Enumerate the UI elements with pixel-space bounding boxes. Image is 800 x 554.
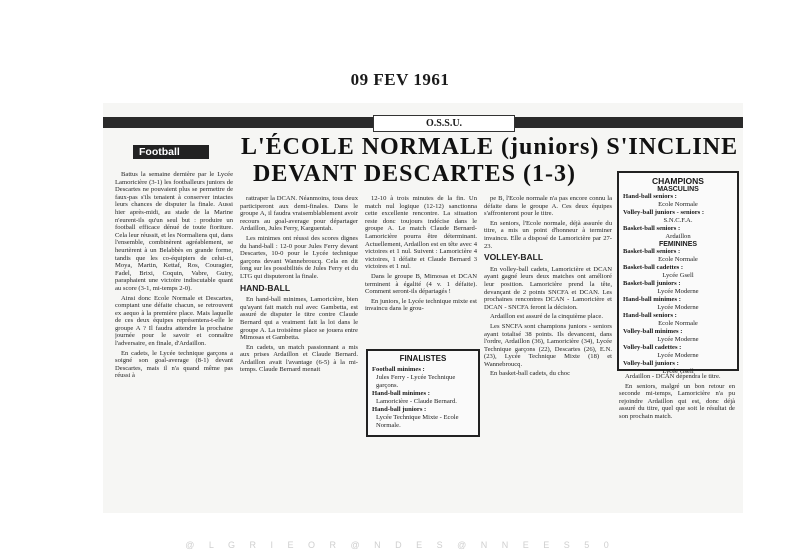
article-column-3 — [365, 195, 477, 345]
article-column-5 — [619, 373, 735, 453]
box-line: Volley-ball juniors : — [623, 360, 679, 367]
box-line: Basket-ball seniors : — [623, 225, 681, 232]
article-column-2 — [240, 195, 358, 513]
box-line: Hand-ball seniors : — [623, 312, 677, 319]
paragraph: Dans le groupe B, Mimosas et DCAN terminent à égalité (4 v. 1 défaite). Comment seront-ils départagés ! — [365, 272, 477, 296]
paragraph: Ardaillon est assuré de la cinquième place. — [490, 313, 603, 321]
box-line: Volley-ball juniors - seniors : — [623, 209, 705, 216]
box-line: Volley-ball cadettes : — [623, 344, 682, 351]
box-line: Lycée Moderne — [657, 288, 699, 295]
paragraph: En seniors, malgré un bon retour en seconde mi-temps, Lamoricière n'a pu rejoindre Ardaillon qui est, donc déjà assuré du titre, quel que soit le résultat de son prochain match. — [619, 382, 735, 420]
section-label: O.S.S.U. — [373, 115, 515, 132]
box-line: Ecole Normale — [658, 256, 698, 263]
box-line: Lycée Moderne — [657, 336, 699, 343]
subheading-handball: HAND-BALL — [240, 282, 291, 293]
box-line: Lycée Moderne — [657, 352, 699, 359]
box-line: Hand-ball seniors : — [623, 193, 677, 200]
box-line: Ecole Normale — [658, 320, 698, 327]
box-line: Volley-ball minimes : — [623, 328, 683, 335]
box-line: Football minimes : — [372, 366, 425, 373]
champions-title: CHAMPIONS — [652, 176, 704, 186]
champions-box — [617, 171, 739, 375]
paragraph: En basket-ball cadets, du choc — [490, 370, 571, 378]
box-line: Basket-ball cadettes : — [623, 264, 684, 271]
paragraph: Battus la semaine dernière par le Lycée Lamoricière (3-1) les footballeurs juniors de Descartes ne pouvaient plus se permettre de faux-pas s'ils tenaient à conserver intactes leurs chances de disputer la finale. Aussi hier après-midi, au stade de la Marine n'eurent-ils qu'un seul but : produire un football efficace dénué de toute fioriture. Cela leur réussit, et les Normaliens qui, dans l'ensemble, combinèrent agréablement, se heurtèrent à un Belabbès en grande forme, tandis que les co-équipiers de celui-ci, Moya, Martin, Kettaf, Ros, Couragier, Fadel, Brixi, Coquin, Vabre, Guiry, paraphaient une victoire indiscutable quant au score (3-1, mi-temps 2-0). — [115, 171, 233, 292]
watermark-footer: @ L G R I E O R @ N D E S @ N N E E S 5 0 — [185, 540, 615, 550]
paragraph: En hand-ball minimes, Lamoricière, bien qu'ayant fait match nul avec Gambetta, est assuré de disputer le titre contre Claude Bernard qui a vraiment fait la loi dans le groupe A. La troisième place se jouera entre Mimosas et Gambetta. — [240, 296, 358, 342]
headline-line-2: DEVANT DESCARTES (1-3) — [253, 161, 576, 187]
box-line: Hand-ball minimes : — [372, 390, 430, 397]
paragraph: 12-10 à trois minutes de la fin. Un match nul logique (12-12) sanctionna cette excellente rencontre. La situation reste donc toujours indécise dans le groupe A. Le match Claude Bernard-Lamoricière pourra être déterminant. Actuellement, Ardaillon est en tête avec 4 victoires et 1 nul. Suivent : Lamoricière 4 victoires, 1 défaite et Claude Bernard 3 victoires et 1 nul. — [365, 195, 477, 271]
paragraph: En volley-ball cadets, Lamoricière et DCAN ayant gagné leurs deux matches ont amélioré leur position. Lamoricière prend la tête, devançant de 2 points SNCFA et DCAN. Les prochaines rencontres DCAN - Lamoricière et DCAN - SNCFA feront la décision. — [484, 265, 612, 311]
finalistes-box — [366, 349, 480, 437]
newspaper-clipping — [103, 103, 743, 513]
box-line: Basket-ball seniors : — [623, 248, 681, 255]
box-line: Lycée Moderne — [657, 304, 699, 311]
box-line: S.N.C.F.A. — [663, 217, 693, 224]
paragraph: Ainsi donc Ecole Normale et Descartes, comptant une défaite chacun, se retrouvent ex aequo à la première place. Mais laquelle de ces deux équipes représentera-t-elle le groupe A ? Il faudra attendre la prochaine journée pour le savoir et connaître l'adversaire, en finale, d'Ardaillon. — [115, 294, 233, 348]
paragraph: Les minimes ont réussi des scores dignes du hand-ball : 12-0 pour Jules Ferry devant Descartes, 10-0 pour le Lycée technique garçons devant Wannebroucq. Cela en dit long sur les possibilités de Jules Ferry et du LTG qui disputeront la finale. — [240, 234, 358, 280]
paragraph: rattraper la DCAN. Néanmoins, tous deux participeront aux demi-finales. Dans le groupe A, il faudra vraisemblablement avoir recours au goal-average pour départager Ardaillon, Jules Ferry, Karguentah. — [240, 195, 358, 233]
box-line: Lycée Technique Mixte - Ecole Normale. — [376, 414, 459, 429]
paragraph: En juniors, le Lycée technique mixte est invaincu dans le grou- — [365, 297, 477, 313]
paragraph: Les SNCFA sont champions juniors - seniors ayant totalisé 38 points. Ils devancent, dans l'ordre, Ardaillon (36), Lamoricière (34), Lycée Technique garçons (22), Descartes (26), E.N. (23), Lycée Technique Mixte (18) et Wannebroucq. — [484, 322, 612, 368]
paragraph: En seniors, l'Ecole normale, déjà assurée du titre, a mis un point d'honneur à terminer invaincu. Elle a disposé de Lamoricière par 27-23. — [484, 219, 612, 250]
finalistes-title: FINALISTES — [399, 354, 447, 363]
paragraph: En cadets, un match passionnant a mis aux prises Ardaillon et Claude Bernard. Ardaillon avait l'avantage (6-5) à la mi-temps. Claude Bernard menait — [240, 343, 358, 374]
paragraph: En cadets, le Lycée technique garçons a soigné son goal-average (8-1) devant Descartes, mais il n'a quand même pas réussi à — [115, 349, 233, 380]
subheading-volleyball: VOLLEY-BALL — [484, 252, 544, 263]
rubric-label: Football — [133, 145, 209, 159]
feminines-heading: FEMININES — [658, 241, 698, 248]
box-line: Lycée Gsell — [662, 272, 694, 279]
box-line: Jules Ferry - Lycée Technique garçons. — [376, 374, 456, 389]
box-line: Hand-ball minimes : — [623, 296, 681, 303]
box-line: Lamoricière - Claude Bernard. — [376, 398, 457, 405]
box-line: Hand-ball juniors : — [372, 406, 427, 413]
headline-line-1: L'ÉCOLE NORMALE (juniors) S'INCLINE — [241, 134, 739, 160]
box-line: Lycée Gsell — [662, 368, 694, 375]
box-line: Ecole Normale — [658, 201, 698, 208]
box-line: Basket-ball juniors : — [623, 280, 681, 287]
publication-date: 09 FEV 1961 — [350, 70, 450, 89]
article-column-4 — [484, 195, 612, 513]
paragraph: pe B, l'Ecole normale n'a pas encore connu la défaite dans le groupe A. Ces deux équipes s'affronteront pour le titre. — [484, 195, 612, 218]
box-line: Ardaillon — [665, 233, 691, 240]
paragraph: Ardaillon - DCAN dépendra le titre. — [625, 373, 721, 380]
masculins-heading: MASCULINS — [657, 186, 699, 193]
article-column-1 — [115, 171, 233, 511]
